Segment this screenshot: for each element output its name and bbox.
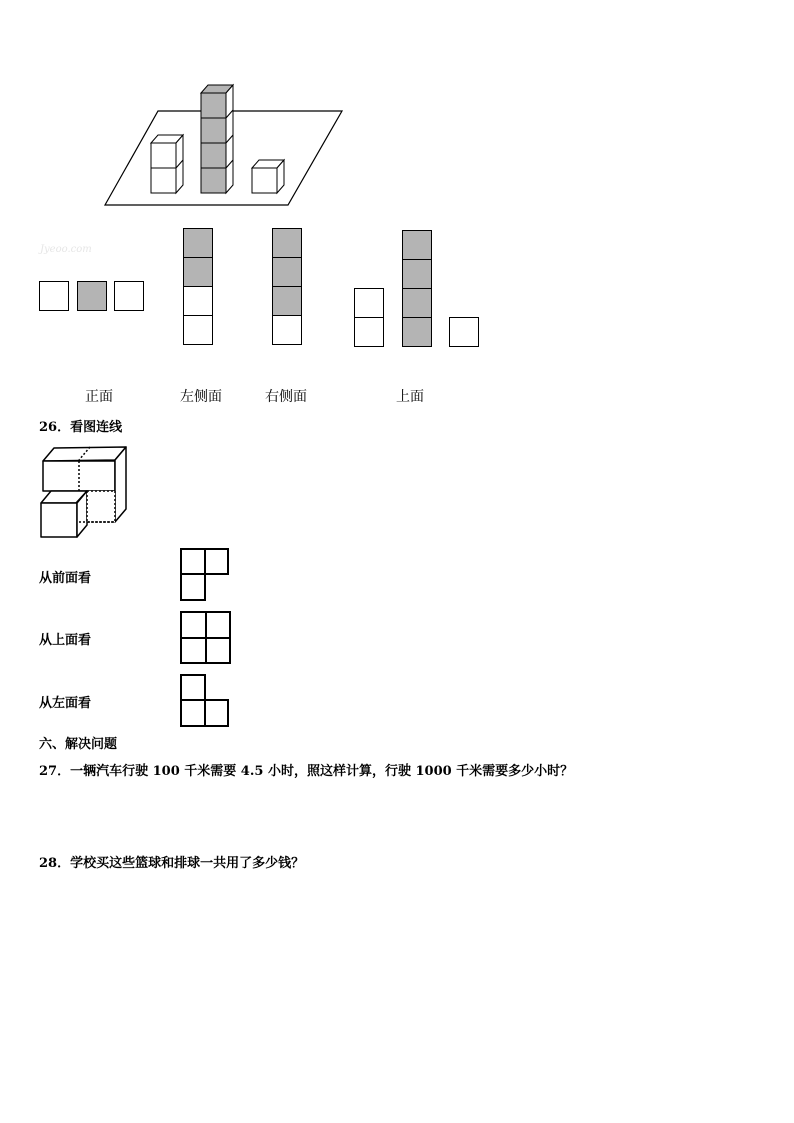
question-28: 28．学校买这些篮球和排球一共用了多少钱？ [39,856,305,871]
label-right-side: 右侧面 [265,389,307,405]
option-front-view: 从前面看 [39,571,92,586]
cube-stacks-3d-figure [100,80,350,210]
label-left-side: 左侧面 [180,389,222,405]
question-27: 27．一辆汽车行驶 100 千米需要 4.5 小时，照这样计算，行驶 1000 千米需要多少小时？ [39,764,574,779]
option-left-view: 从左面看 [39,696,92,711]
section-6-title: 六、解决问题 [39,737,118,752]
label-front: 正面 [85,389,113,405]
question-26-title: 26．看图连线 [39,420,123,435]
shape-c [179,673,231,729]
watermark: Jyeoo.com [40,244,92,255]
q26-3d-cube-figure [38,443,133,541]
shape-a [179,547,231,603]
option-top-view: 从上面看 [39,633,92,648]
shape-b [179,610,233,666]
label-top: 上面 [396,389,424,405]
